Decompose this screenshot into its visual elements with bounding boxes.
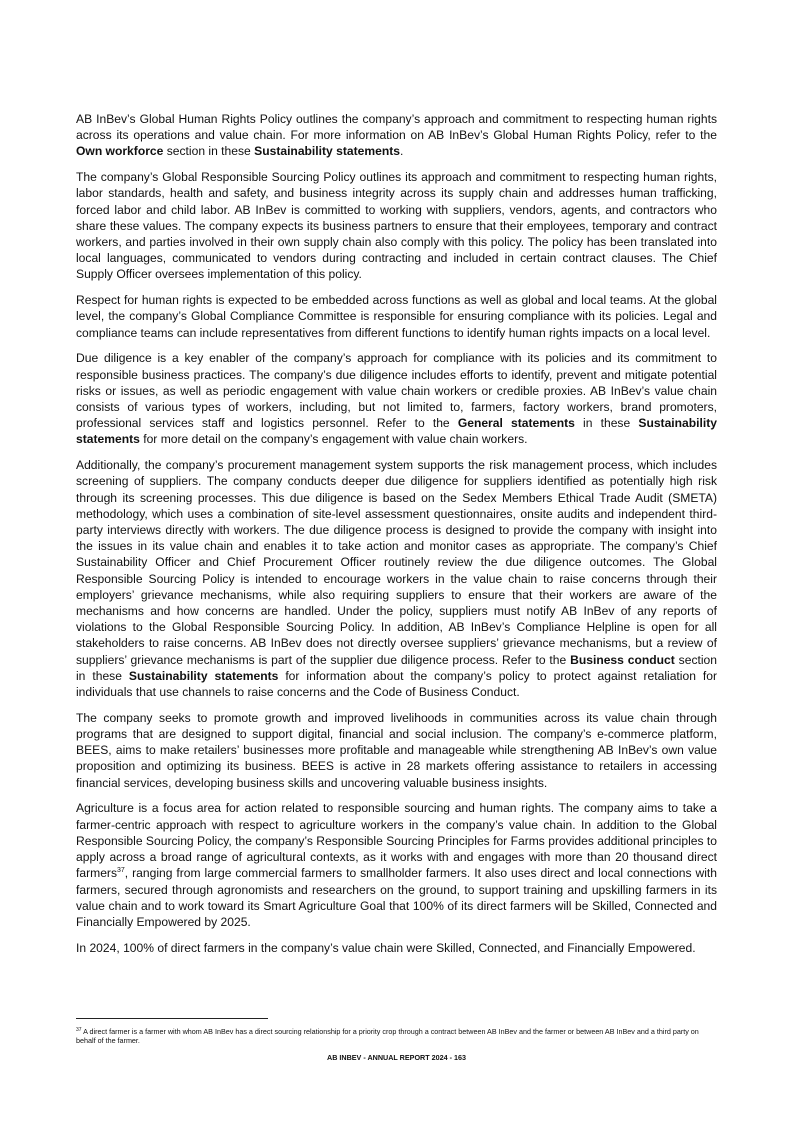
text-run: , ranging from large commercial farmers to smallholder farmers. It also uses direct and local connections with farmers, secured through agronomists and researchers on the ground, to support training and upskilling farmers in its value chain and to work toward its Smart Agriculture Goal that 100% of its direct farmers will be Skilled, Connected and Financially Empowered by 2025.	[76, 866, 717, 929]
bold-reference: Sustainability statements	[76, 416, 718, 447]
paragraph-2024-farmers	[76, 940, 717, 956]
text-run: The company seeks to promote growth and improved livelihoods in communities across its value chain through programs that are designed to support digital, financial and social inclusion. The company’s e-commerce platform, BEES, aims to make retailers’ businesses more profitable and manageable while strengthening AB InBev’s own value proposition and optimizing its business. BEES is active in 28 markets offering assistance to retailers in accessing financial services, developing business skills and uncovering valuable business insights.	[76, 710, 717, 790]
text-run: .	[399, 144, 404, 159]
paragraph-due-diligence	[76, 350, 717, 447]
bold-reference: Own workforce	[76, 144, 164, 159]
bold-reference: Sustainability statements	[128, 668, 279, 683]
bold-reference: Sustainability statements	[254, 144, 400, 159]
bold-reference: General statements	[457, 416, 575, 431]
paragraph-agriculture	[76, 800, 717, 930]
text-run: Additionally, the company’s procurement management system supports the risk management process, which includes screening of suppliers. The company conducts deeper due diligence for suppliers identified as potentially high risk through its screening processes. This due diligence is based on the Sedex Members Ethical Trade Audit (SMETA) methodology, which uses a combination of site-level assessment questionnaires, onsite audits and independent third-party interviews directly with workers. The due diligence process is designed to provide the company with insight into the issues in its value chain and enables it to take action and monitor cases as appropriate. The company’s Chief Sustainability Officer and Chief Procurement Officer routinely review the due diligence outcomes. The Global Responsible Sourcing Policy is intended to encourage workers in the value chain to raise concerns through their employers’ grievance mechanisms, while also requiring suppliers to ensure that their workers are aware of the mechanisms and how concerns are handled. Under the policy, suppliers must notify AB InBev of any reports of violations to the Global Responsible Sourcing Policy. In addition, AB InBev’s Compliance Helpline is open for all stakeholders to raise concerns. AB InBev does not directly oversee suppliers’ grievance mechanisms, but a review of suppliers’ grievance mechanisms is part of the supplier due diligence process. Refer to the	[76, 458, 717, 667]
footnote	[76, 1027, 717, 1045]
paragraph-procurement-management	[76, 457, 717, 700]
paragraph-livelihoods-bees	[76, 710, 717, 791]
footnote-text: A direct farmer is a farmer with whom AB InBev has a direct sourcing relationship for a priority crop through a contract between AB InBev and the farmer or between AB InBev and a third party on behalf of the farmer.	[76, 1027, 699, 1045]
paragraph-respect-human-rights	[76, 292, 717, 341]
page-footer: AB INBEV - ANNUAL REPORT 2024 - 163	[327, 1053, 466, 1062]
text-run: for more detail on the company’s engagement with value chain workers.	[139, 432, 528, 447]
main-text	[76, 111, 717, 966]
footnote-number: 37	[76, 1027, 82, 1033]
footnote-divider	[76, 1018, 268, 1019]
footnote-reference: 37	[117, 867, 125, 875]
bold-reference: Business conduct	[570, 652, 675, 667]
text-run: Respect for human rights is expected to be embedded across functions as well as global and local teams. At the global level, the company’s Global Compliance Committee is responsible for ensuring compliance with its policies. Legal and compliance teams can include representatives from different functions to identify human rights impacts on a local level.	[76, 293, 717, 340]
paragraph-responsible-sourcing-policy	[76, 169, 717, 282]
paragraph-human-rights-policy	[76, 111, 717, 160]
text-run: In 2024, 100% of direct farmers in the company’s value chain were Skilled, Connected, and Financially Empowered.	[76, 940, 696, 955]
text-run: section in these	[163, 144, 255, 159]
text-run: AB InBev’s Global Human Rights Policy outlines the company’s approach and commitment to respecting human rights across its operations and value chain. For more information on AB InBev’s Global Human Rights Policy, refer to the	[76, 112, 717, 143]
text-run: Agriculture is a focus area for action related to responsible sourcing and human rights. The company aims to take a farmer-centric approach with respect to agriculture workers in the company’s value chain. In addition to the Global Responsible Sourcing Policy, the company’s Responsible Sourcing Principles for Farms provides additional principles to apply across a broad range of agricultural contexts, as it works with and engages with more than 20 thousand direct farmers	[76, 801, 717, 881]
text-run: The company’s Global Responsible Sourcing Policy outlines its approach and commitment to respecting human rights, labor standards, health and safety, and business integrity across its supply chain and addresses human trafficking, forced labor and child labor. AB InBev is committed to working with suppliers, vendors, agents, and contractors who share these values. The company expects its business partners to ensure that their employees, temporary and contract workers, and parties involved in their own supply chain also comply with this policy. The policy has been translated into local languages, communicated to vendors during contracting and included in certain contract clauses. The Chief Supply Officer oversees implementation of this policy.	[76, 170, 717, 282]
text-run: Due diligence is a key enabler of the company’s approach for compliance with its policies and its commitment to responsible business practices. The company’s due diligence includes efforts to identify, prevent and mitigate potential risks or issues, as well as periodic engagement with value chain workers or credible proxies. AB InBev’s value chain consists of various types of workers, including, but not limited to, farmers, factory workers, brand promoters, professional services staff and logistics personnel. Refer to the	[76, 351, 717, 431]
text-run: section in these	[76, 652, 717, 683]
text-run: for information about the company’s policy to protect against retaliation for individuals that use channels to raise concerns and the Code of Business Conduct.	[76, 668, 718, 700]
text-run: in these	[574, 416, 639, 431]
